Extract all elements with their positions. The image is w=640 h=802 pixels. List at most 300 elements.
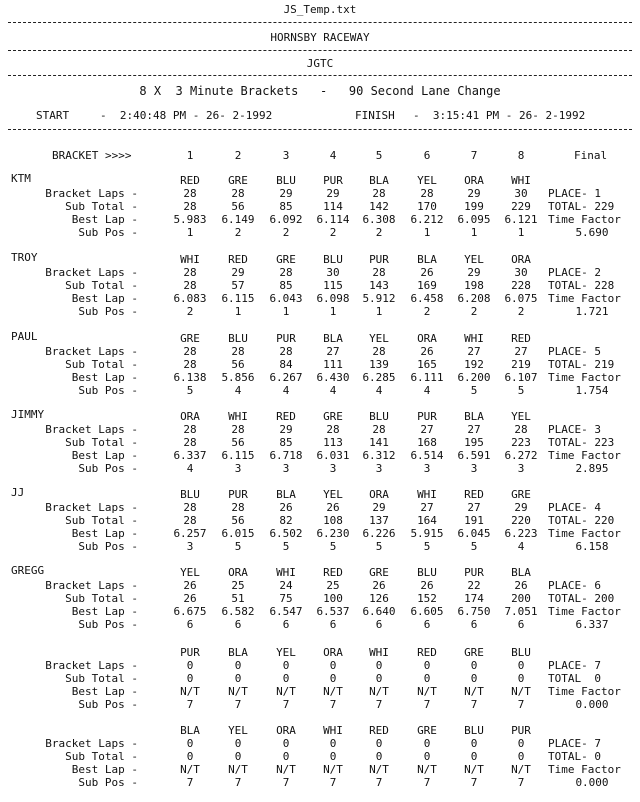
cell-subtotal: 220 (511, 514, 531, 527)
cell-pos: 6 (423, 618, 431, 631)
row-label: Sub Pos - (78, 540, 138, 553)
lane-color: RED (323, 566, 343, 579)
cell-best: N/T (511, 763, 531, 776)
bracket-number: 7 (470, 149, 478, 162)
cell-laps: 27 (467, 501, 481, 514)
lane-color: BLU (417, 566, 437, 579)
lane-color: GRE (464, 646, 484, 659)
finish-label: FINISH (355, 109, 395, 122)
lane-color: ORA (323, 646, 343, 659)
cell-subtotal: 139 (369, 358, 389, 371)
cell-best: 6.212 (410, 213, 444, 226)
lane-color: GRE (228, 174, 248, 187)
lane-color: RED (180, 174, 200, 187)
lane-color: ORA (276, 724, 296, 737)
cell-laps: 28 (183, 501, 197, 514)
lane-color: GRE (323, 410, 343, 423)
lane-color: RED (369, 724, 389, 737)
cell-pos: 2 (517, 305, 525, 318)
cell-subtotal: 200 (511, 592, 531, 605)
row-label: Sub Total - (65, 358, 138, 371)
cell-best: 6.115 (221, 292, 255, 305)
lane-color: ORA (228, 566, 248, 579)
cell-pos: 1 (282, 305, 290, 318)
cell-best: 6.675 (173, 605, 207, 618)
cell-subtotal: 113 (323, 436, 343, 449)
lane-color: BLU (511, 646, 531, 659)
cell-subtotal: 199 (464, 200, 484, 213)
cell-laps: 0 (375, 659, 383, 672)
cell-pos: 4 (282, 384, 290, 397)
cell-best: 6.267 (269, 371, 303, 384)
cell-best: N/T (323, 685, 343, 698)
lane-color: GRE (369, 566, 389, 579)
bracket-number: 4 (329, 149, 337, 162)
cell-laps: 26 (183, 579, 197, 592)
bracket-number: 2 (234, 149, 242, 162)
bracket-number: 1 (186, 149, 194, 162)
cell-pos: 4 (423, 384, 431, 397)
cell-subtotal: 0 (375, 672, 383, 685)
cell-subtotal: 0 (329, 672, 337, 685)
cell-best: 6.115 (221, 449, 255, 462)
file-title: JS_Temp.txt (283, 3, 357, 16)
total: TOTAL- 219 (548, 358, 615, 371)
cell-best: 6.230 (316, 527, 350, 540)
cell-pos: 2 (186, 305, 194, 318)
cell-best: 6.591 (457, 449, 491, 462)
cell-subtotal: 85 (279, 279, 293, 292)
lane-color: WHI (511, 174, 531, 187)
lane-color: BLA (276, 488, 296, 501)
cell-pos: 6 (186, 618, 194, 631)
cell-laps: 26 (420, 345, 434, 358)
cell-subtotal: 126 (369, 592, 389, 605)
cell-subtotal: 0 (517, 750, 525, 763)
event-title: JGTC (306, 57, 334, 70)
row-label: Best Lap - (71, 292, 138, 305)
cell-best: 5.912 (362, 292, 396, 305)
cell-pos: 7 (329, 698, 337, 711)
bracket-header: BRACKET >>>> (52, 149, 132, 162)
cell-laps: 0 (186, 659, 194, 672)
cell-pos: 7 (186, 776, 194, 789)
cell-subtotal: 85 (279, 436, 293, 449)
lane-color: BLA (417, 253, 437, 266)
cell-laps: 27 (467, 423, 481, 436)
cell-pos: 5 (234, 540, 242, 553)
cell-laps: 29 (279, 423, 293, 436)
place: PLACE- 4 (548, 501, 601, 514)
cell-laps: 29 (372, 501, 386, 514)
cell-subtotal: 26 (183, 592, 197, 605)
cell-laps: 26 (420, 266, 434, 279)
cell-subtotal: 229 (511, 200, 531, 213)
cell-pos: 2 (423, 305, 431, 318)
cell-subtotal: 28 (183, 514, 197, 527)
cell-subtotal: 198 (464, 279, 484, 292)
cell-subtotal: 0 (234, 672, 242, 685)
team-name: TROY (11, 251, 38, 264)
cell-subtotal: 164 (417, 514, 437, 527)
cell-pos: 6 (329, 618, 337, 631)
place: PLACE- 3 (548, 423, 601, 436)
cell-pos: 6 (234, 618, 242, 631)
cell-pos: 7 (375, 776, 383, 789)
cell-subtotal: 0 (470, 672, 478, 685)
row-label: Bracket Laps - (45, 659, 138, 672)
cell-pos: 1 (470, 226, 478, 239)
time-factor-label: Time Factor (548, 292, 621, 305)
lane-color: WHI (464, 332, 484, 345)
cell-pos: 4 (517, 540, 525, 553)
cell-best: 6.200 (457, 371, 491, 384)
time-factor-label: Time Factor (548, 605, 621, 618)
cell-subtotal: 0 (375, 750, 383, 763)
cell-laps: 28 (279, 266, 293, 279)
cell-laps: 29 (326, 187, 340, 200)
time-factor-value: 5.690 (575, 226, 609, 239)
cell-pos: 2 (234, 226, 242, 239)
row-label: Sub Total - (65, 592, 138, 605)
cell-subtotal: 75 (279, 592, 293, 605)
divider (8, 22, 632, 23)
cell-subtotal: 195 (464, 436, 484, 449)
total: TOTAL 0 (548, 672, 601, 685)
bracket-number: 6 (423, 149, 431, 162)
time-factor-label: Time Factor (548, 371, 621, 384)
cell-pos: 5 (470, 540, 478, 553)
cell-best: 6.430 (316, 371, 350, 384)
row-label: Sub Pos - (78, 384, 138, 397)
cell-best: N/T (369, 685, 389, 698)
lane-color: WHI (323, 724, 343, 737)
start-label: START (36, 109, 70, 122)
cell-laps: 0 (282, 659, 290, 672)
start-time: - 2:40:48 PM - 26- 2-1992 (100, 109, 273, 122)
cell-best: 5.915 (410, 527, 444, 540)
cell-subtotal: 191 (464, 514, 484, 527)
cell-laps: 0 (517, 659, 525, 672)
cell-laps: 28 (372, 423, 386, 436)
cell-subtotal: 56 (231, 514, 245, 527)
cell-pos: 5 (375, 540, 383, 553)
cell-best: 6.547 (269, 605, 303, 618)
cell-pos: 3 (329, 462, 337, 475)
cell-laps: 28 (183, 266, 197, 279)
total: TOTAL- 228 (548, 279, 615, 292)
cell-best: N/T (276, 685, 296, 698)
cell-best: 6.605 (410, 605, 444, 618)
cell-best: N/T (180, 685, 200, 698)
lane-color: YEL (511, 410, 531, 423)
row-label: Sub Total - (65, 672, 138, 685)
place: PLACE- 7 (548, 659, 601, 672)
team-name: PAUL (11, 330, 38, 343)
cell-laps: 30 (514, 187, 528, 200)
cell-subtotal: 0 (186, 672, 194, 685)
lane-color: ORA (464, 174, 484, 187)
cell-subtotal: 168 (417, 436, 437, 449)
lane-color: GRE (276, 253, 296, 266)
lane-color: WHI (417, 488, 437, 501)
cell-laps: 29 (231, 266, 245, 279)
cell-pos: 5 (282, 540, 290, 553)
lane-color: YEL (417, 174, 437, 187)
cell-laps: 26 (372, 579, 386, 592)
cell-pos: 7 (282, 698, 290, 711)
row-label: Best Lap - (71, 685, 138, 698)
row-label: Bracket Laps - (45, 737, 138, 750)
cell-pos: 5 (186, 384, 194, 397)
lane-color: WHI (180, 253, 200, 266)
cell-laps: 24 (279, 579, 293, 592)
row-label: Best Lap - (71, 213, 138, 226)
cell-best: N/T (228, 685, 248, 698)
lane-color: GRE (180, 332, 200, 345)
cell-laps: 28 (231, 501, 245, 514)
cell-best: N/T (276, 763, 296, 776)
cell-best: 6.257 (173, 527, 207, 540)
cell-laps: 0 (329, 659, 337, 672)
cell-best: 6.208 (457, 292, 491, 305)
lane-color: BLU (369, 410, 389, 423)
lane-color: PUR (417, 410, 437, 423)
cell-laps: 25 (326, 579, 340, 592)
cell-pos: 7 (423, 698, 431, 711)
cell-best: 6.149 (221, 213, 255, 226)
place: PLACE- 5 (548, 345, 601, 358)
total: TOTAL- 223 (548, 436, 615, 449)
cell-best: 6.138 (173, 371, 207, 384)
cell-subtotal: 28 (183, 436, 197, 449)
cell-laps: 28 (514, 423, 528, 436)
cell-laps: 28 (183, 187, 197, 200)
cell-laps: 0 (234, 737, 242, 750)
cell-pos: 7 (234, 776, 242, 789)
lane-color: BLU (180, 488, 200, 501)
cell-subtotal: 174 (464, 592, 484, 605)
lane-color: WHI (228, 410, 248, 423)
cell-pos: 3 (282, 462, 290, 475)
lane-color: PUR (323, 174, 343, 187)
lane-color: GRE (511, 488, 531, 501)
lane-color: RED (276, 410, 296, 423)
cell-laps: 29 (467, 266, 481, 279)
cell-best: N/T (369, 763, 389, 776)
cell-pos: 7 (282, 776, 290, 789)
time-factor-value: 0.000 (575, 776, 609, 789)
time-factor-label: Time Factor (548, 213, 621, 226)
cell-best: N/T (511, 685, 531, 698)
row-label: Sub Total - (65, 514, 138, 527)
cell-subtotal: 84 (279, 358, 293, 371)
cell-best: 6.640 (362, 605, 396, 618)
cell-subtotal: 56 (231, 436, 245, 449)
lane-color: YEL (323, 488, 343, 501)
cell-laps: 0 (517, 737, 525, 750)
bracket-number: 3 (282, 149, 290, 162)
venue-title: HORNSBY RACEWAY (270, 31, 370, 44)
cell-laps: 28 (183, 345, 197, 358)
cell-laps: 22 (467, 579, 481, 592)
cell-best: 6.075 (504, 292, 538, 305)
time-factor-value: 1.721 (575, 305, 609, 318)
cell-best: 6.285 (362, 371, 396, 384)
place: PLACE- 6 (548, 579, 601, 592)
cell-subtotal: 170 (417, 200, 437, 213)
cell-best: 6.043 (269, 292, 303, 305)
cell-laps: 29 (514, 501, 528, 514)
cell-subtotal: 192 (464, 358, 484, 371)
cell-best: 6.312 (362, 449, 396, 462)
cell-subtotal: 56 (231, 200, 245, 213)
cell-best: 6.015 (221, 527, 255, 540)
cell-subtotal: 0 (234, 750, 242, 763)
cell-subtotal: 228 (511, 279, 531, 292)
cell-pos: 5 (470, 384, 478, 397)
cell-laps: 26 (514, 579, 528, 592)
lane-color: WHI (369, 646, 389, 659)
row-label: Bracket Laps - (45, 345, 138, 358)
row-label: Sub Total - (65, 279, 138, 292)
cell-subtotal: 0 (470, 750, 478, 763)
cell-pos: 7 (470, 698, 478, 711)
total: TOTAL- 229 (548, 200, 615, 213)
cell-pos: 3 (234, 462, 242, 475)
lane-color: ORA (369, 488, 389, 501)
cell-subtotal: 85 (279, 200, 293, 213)
cell-best: 6.114 (316, 213, 350, 226)
cell-subtotal: 223 (511, 436, 531, 449)
cell-subtotal: 0 (329, 750, 337, 763)
cell-laps: 0 (186, 737, 194, 750)
row-label: Best Lap - (71, 605, 138, 618)
cell-best: 6.308 (362, 213, 396, 226)
cell-laps: 26 (279, 501, 293, 514)
cell-pos: 4 (375, 384, 383, 397)
lane-color: YEL (276, 646, 296, 659)
cell-subtotal: 0 (517, 672, 525, 685)
cell-pos: 7 (375, 698, 383, 711)
team-name: JJ (11, 486, 25, 499)
cell-pos: 1 (234, 305, 242, 318)
lane-color: YEL (369, 332, 389, 345)
lane-color: BLU (228, 332, 248, 345)
row-label: Best Lap - (71, 449, 138, 462)
cell-laps: 28 (372, 345, 386, 358)
cell-laps: 26 (420, 579, 434, 592)
lane-color: ORA (417, 332, 437, 345)
cell-subtotal: 165 (417, 358, 437, 371)
cell-laps: 0 (470, 659, 478, 672)
cell-laps: 0 (470, 737, 478, 750)
cell-pos: 3 (423, 462, 431, 475)
cell-best: 6.083 (173, 292, 207, 305)
cell-pos: 4 (186, 462, 194, 475)
cell-subtotal: 0 (186, 750, 194, 763)
cell-subtotal: 137 (369, 514, 389, 527)
cell-subtotal: 169 (417, 279, 437, 292)
lane-color: ORA (511, 253, 531, 266)
divider (8, 129, 632, 130)
lane-color: PUR (464, 566, 484, 579)
cell-best: N/T (464, 763, 484, 776)
time-factor-value: 6.158 (575, 540, 609, 553)
cell-subtotal: 152 (417, 592, 437, 605)
lane-color: BLA (369, 174, 389, 187)
cell-laps: 27 (514, 345, 528, 358)
cell-pos: 6 (470, 618, 478, 631)
cell-subtotal: 57 (231, 279, 245, 292)
lane-color: GRE (417, 724, 437, 737)
cell-pos: 4 (329, 384, 337, 397)
cell-best: 6.750 (457, 605, 491, 618)
cell-best: 6.514 (410, 449, 444, 462)
race-format: 8 X 3 Minute Brackets - 90 Second Lane Change (139, 84, 501, 98)
cell-laps: 30 (326, 266, 340, 279)
lane-color: BLA (228, 646, 248, 659)
cell-best: 6.582 (221, 605, 255, 618)
cell-pos: 1 (329, 305, 337, 318)
time-factor-value: 1.754 (575, 384, 609, 397)
lane-color: BLA (511, 566, 531, 579)
cell-pos: 3 (517, 462, 525, 475)
cell-best: 5.856 (221, 371, 255, 384)
lane-color: RED (228, 253, 248, 266)
cell-subtotal: 219 (511, 358, 531, 371)
row-label: Sub Pos - (78, 462, 138, 475)
cell-laps: 29 (279, 187, 293, 200)
cell-pos: 3 (375, 462, 383, 475)
cell-laps: 0 (423, 737, 431, 750)
row-label: Best Lap - (71, 371, 138, 384)
cell-best: 6.537 (316, 605, 350, 618)
cell-subtotal: 141 (369, 436, 389, 449)
cell-best: 6.272 (504, 449, 538, 462)
cell-pos: 6 (517, 618, 525, 631)
row-label: Bracket Laps - (45, 266, 138, 279)
row-label: Bracket Laps - (45, 423, 138, 436)
team-name: GREGG (11, 564, 45, 577)
cell-laps: 28 (326, 423, 340, 436)
cell-subtotal: 115 (323, 279, 343, 292)
cell-best: N/T (417, 685, 437, 698)
lane-color: PUR (180, 646, 200, 659)
row-label: Bracket Laps - (45, 501, 138, 514)
row-label: Bracket Laps - (45, 187, 138, 200)
row-label: Sub Total - (65, 200, 138, 213)
lane-color: BLU (323, 253, 343, 266)
time-factor-label: Time Factor (548, 763, 621, 776)
cell-best: N/T (464, 685, 484, 698)
cell-best: 5.983 (173, 213, 207, 226)
cell-pos: 5 (517, 384, 525, 397)
cell-best: N/T (417, 763, 437, 776)
cell-best: 6.458 (410, 292, 444, 305)
time-factor-label: Time Factor (548, 685, 621, 698)
divider (8, 75, 632, 76)
cell-best: 6.111 (410, 371, 444, 384)
lane-color: RED (511, 332, 531, 345)
lane-color: YEL (180, 566, 200, 579)
cell-pos: 7 (186, 698, 194, 711)
cell-best: 6.092 (269, 213, 303, 226)
row-label: Sub Pos - (78, 698, 138, 711)
cell-laps: 29 (467, 187, 481, 200)
cell-laps: 25 (231, 579, 245, 592)
cell-subtotal: 28 (183, 279, 197, 292)
